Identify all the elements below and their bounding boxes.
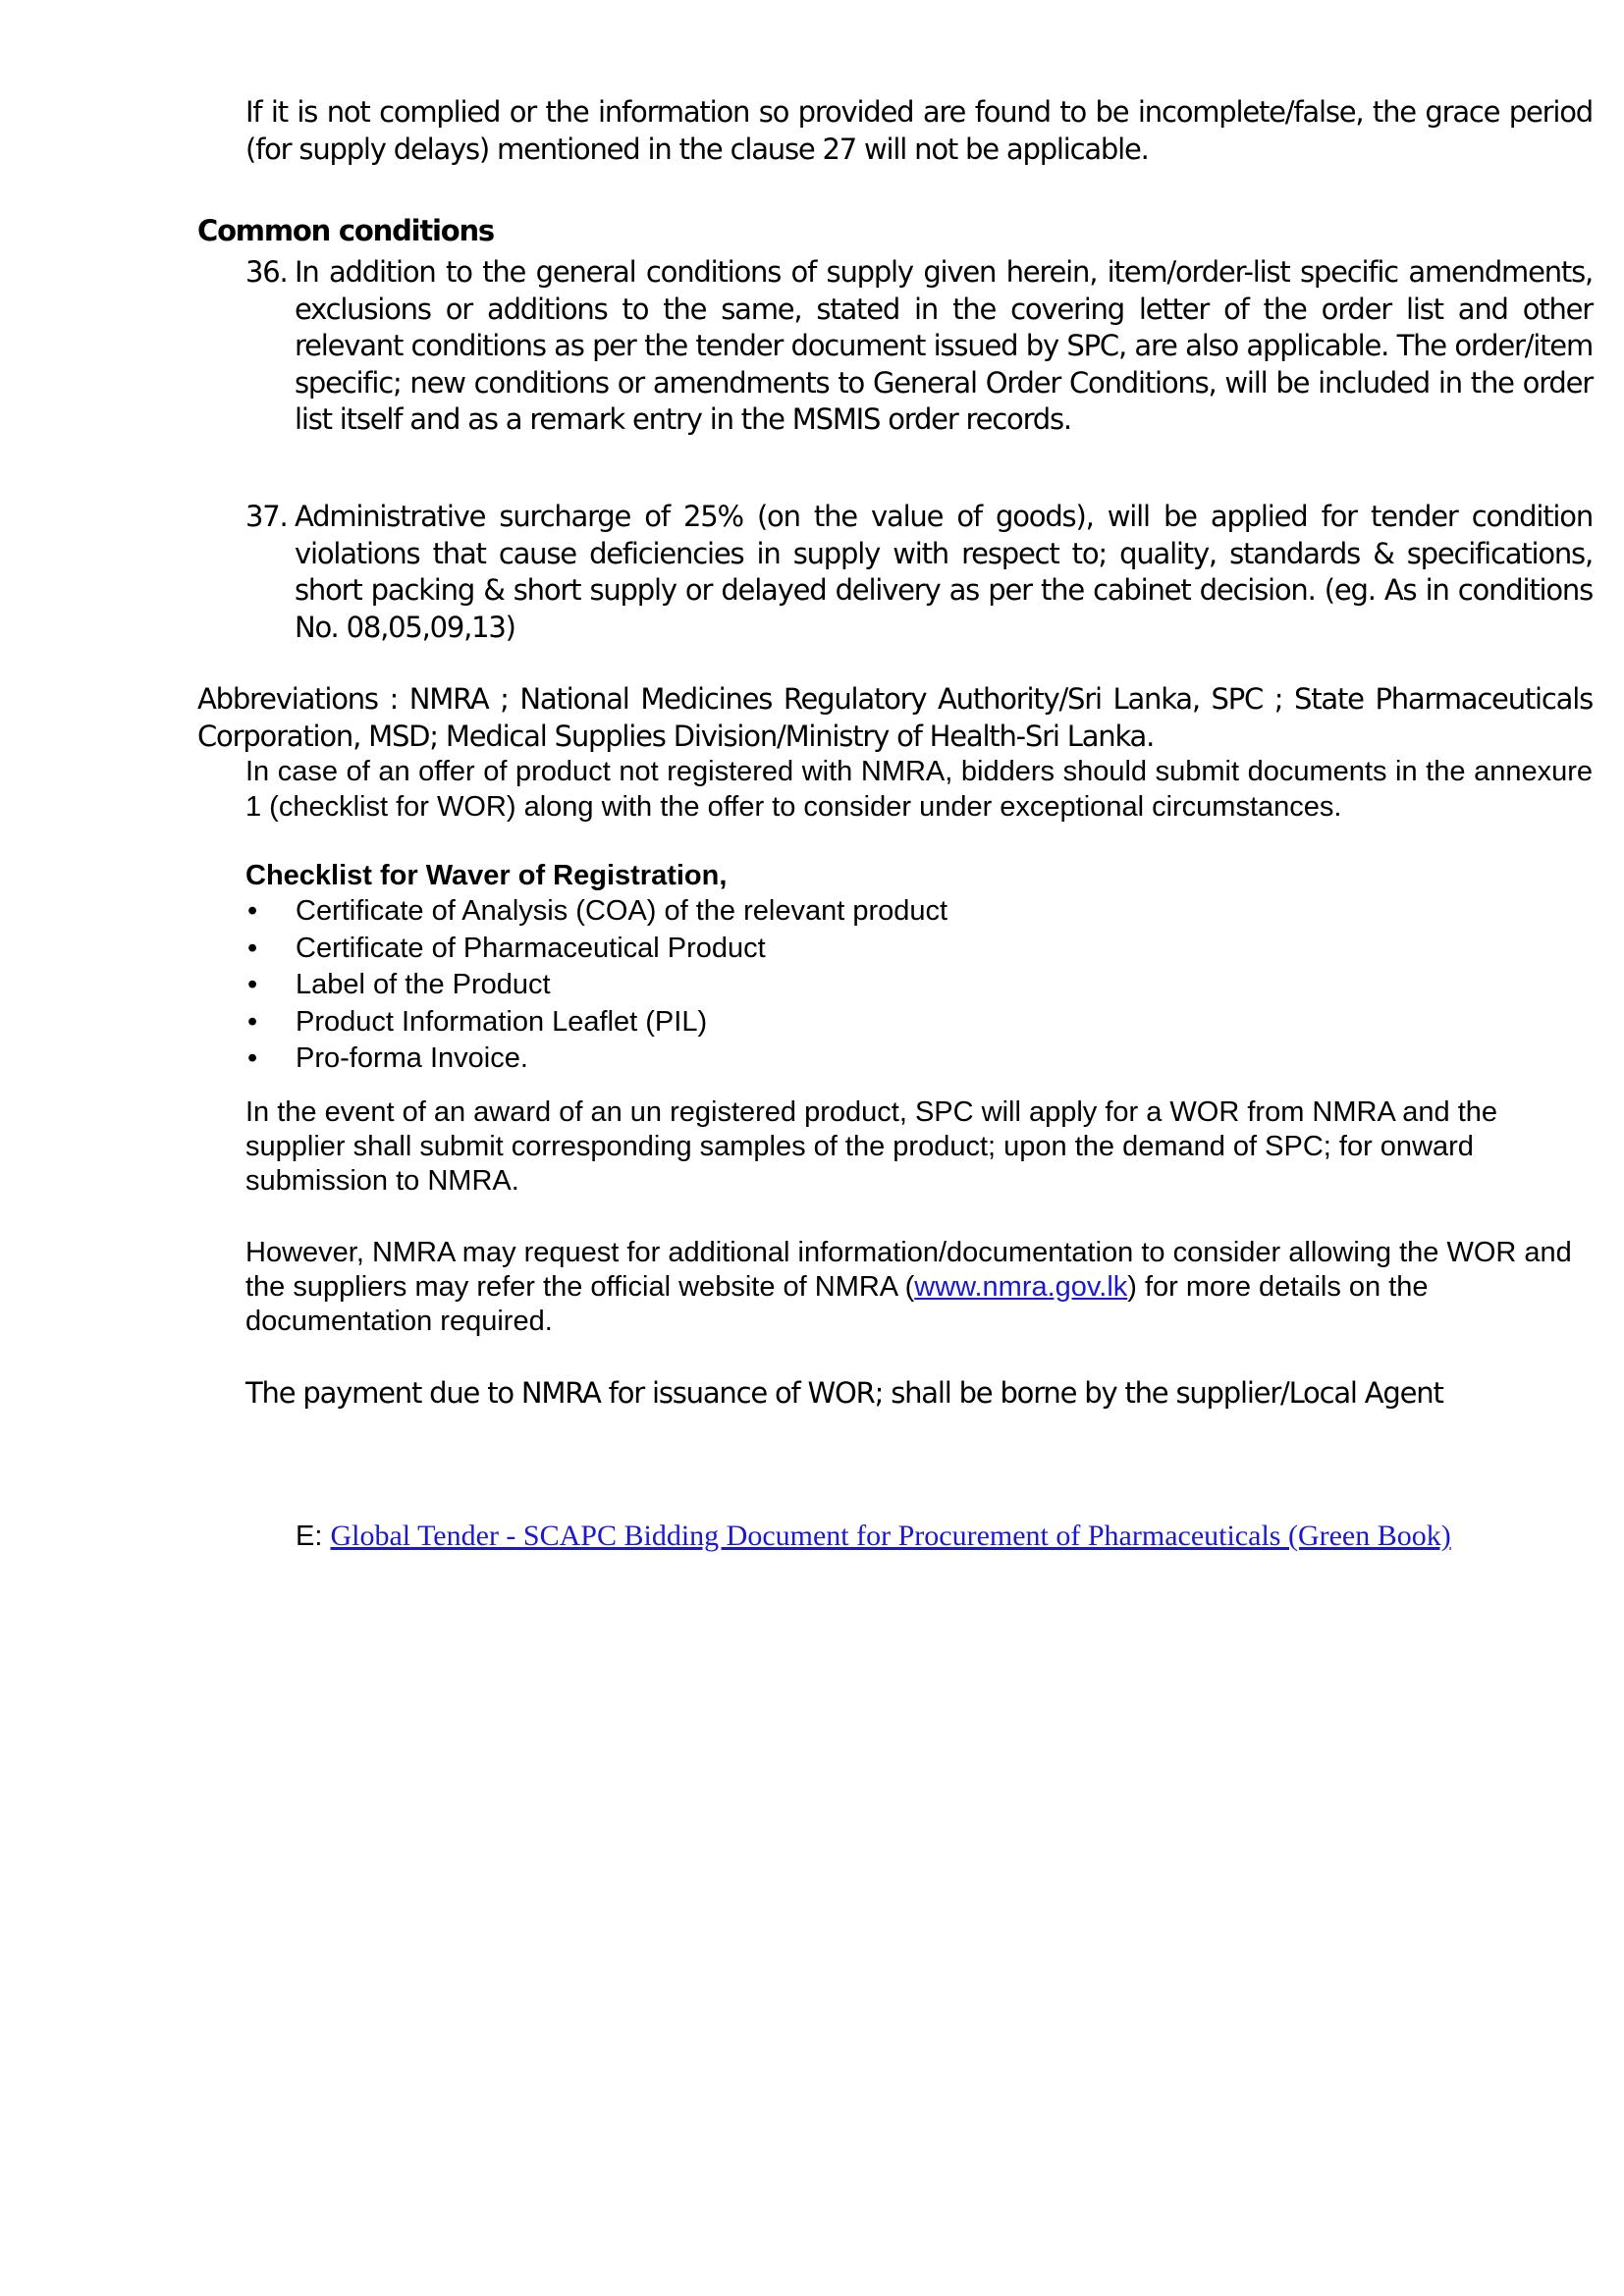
bullet-icon: •: [247, 932, 258, 964]
footer-prefix: E:: [296, 1521, 331, 1552]
bullet-icon: •: [247, 1005, 258, 1038]
clause-text: Administrative surcharge of 25% (on the value of goods), will be applied for tender condition violations that cause deficiencies in supply with respect to; quality, standards & specifications, short packing & short supply or delayed delivery as per the cabinet decision. (eg. As in conditions No. 08,05,09,13): [295, 500, 1593, 644]
clause-37: [245, 499, 1593, 646]
checklist-item: [245, 1004, 947, 1041]
green-book-link[interactable]: Global Tender - SCAPC Bidding Document for Procurement of Pharmaceuticals (Green Book): [330, 1520, 1451, 1552]
award-event-paragraph: In the event of an award of an un registered product, SPC will apply for a WOR from NMRA and the supplier shall submit corresponding samples of the product; upon the demand of SPC; for onward submission to NMRA.: [245, 1096, 1498, 1197]
clause-number: 36.: [245, 255, 288, 289]
nmra-website-link[interactable]: www.nmra.gov.lk: [914, 1271, 1128, 1303]
checklist-item: [245, 893, 947, 931]
intro-paragraph: If it is not complied or the information so provided are found to be incomplete/false, the grace period (for supply delays) mentioned in the clause 27 will not be applicable.: [245, 95, 1593, 166]
checklist-item-text: Pro-forma Invoice.: [296, 1042, 528, 1074]
section-heading-common-conditions: Common conditions: [197, 214, 494, 247]
footer-reference: [296, 1518, 1451, 1560]
checklist-item: [245, 1041, 947, 1078]
bullet-icon: •: [247, 969, 258, 1000]
checklist-item-text: Certificate of Pharmaceutical Product: [296, 932, 766, 964]
abbreviations-paragraph: Abbreviations : NMRA ; National Medicines Regulatory Authority/Sri Lanka, SPC ; State Pharmaceuticals Corporation, MSD; Medical Supplies Division/Ministry of Health-Sri Lanka.: [197, 682, 1593, 753]
however-text-before: However, NMRA may request for additional information/documentation to consider allowing the WOR and the suppliers may refer the official website of NMRA (: [245, 1237, 1572, 1303]
annexure-note-paragraph: In case of an offer of product not registered with NMRA, bidders should submit documents in the annexure 1 (checklist for WOR) along with the offer to consider under exceptional circumstances.: [245, 756, 1593, 823]
payment-paragraph: The payment due to NMRA for issuance of WOR; shall be borne by the supplier/Local Agent: [245, 1376, 1443, 1410]
however-paragraph: [245, 1236, 1593, 1339]
checklist-item-text: Product Information Leaflet (PIL): [296, 1005, 708, 1038]
bullet-icon: •: [247, 1042, 258, 1074]
checklist-item: [245, 931, 947, 968]
checklist-item-text: Certificate of Analysis (COA) of the relevant product: [296, 895, 948, 927]
clause-text: In addition to the general conditions of supply given herein, item/order-list specific amendments, exclusions or additions to the same, stated in the covering letter of the order list and other relevant conditions as per the tender document issued by SPC, are also applicable. The order/item specific; new conditions or amendments to General Order Conditions, will be included in the order list itself and as a remark entry in the MSMIS order records.: [295, 255, 1593, 436]
checklist-title: Checklist for Waver of Registration,: [245, 860, 728, 891]
checklist-list: [245, 893, 947, 1078]
however-text-after: ) for more details on the documentation required.: [245, 1271, 1429, 1337]
bullet-icon: •: [247, 895, 258, 927]
clause-number: 37.: [245, 500, 288, 533]
checklist-item: [245, 967, 947, 1004]
checklist-item-text: Label of the Product: [296, 969, 551, 1000]
clause-36: [245, 254, 1593, 439]
